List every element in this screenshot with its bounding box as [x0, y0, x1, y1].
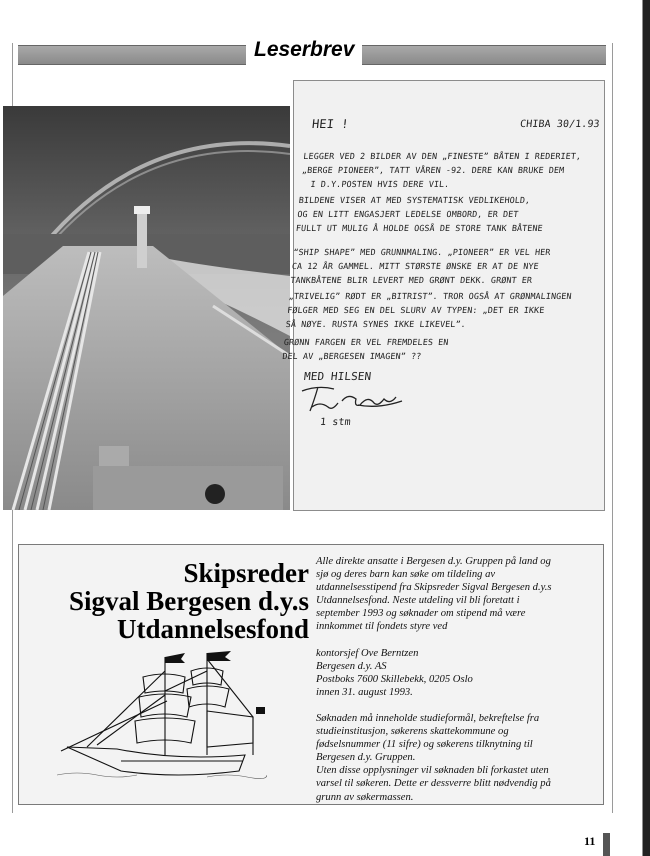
address-line: Postboks 7600 Skillebekk, 0205 Oslo: [316, 673, 473, 685]
fund-body-text: [316, 555, 601, 804]
text-line: Bergesen d.y. Gruppen.: [316, 752, 416, 764]
text-line: studieinstitusjon, søkerens skattekommune og: [316, 726, 509, 738]
text-line: innkommet til fondets styre ved: [316, 621, 448, 633]
letter-line: I D.Y.POSTEN HVIS DERE VIL.: [310, 179, 450, 189]
text-line: grunn av søkermassen.: [316, 791, 414, 803]
letter-line: „TRIVELIG” RØDT ER „BITRIST”. TROR OGSÅ AT GRØNMALINGEN: [288, 291, 573, 301]
letter-line: FULLT UT MULIG Å HOLDE OGSÅ DE STORE TANK BÅTENE: [295, 223, 544, 233]
page-tab-marker: [603, 833, 610, 856]
scholarship-fund-notice: [18, 544, 604, 805]
fund-title: [39, 559, 309, 643]
text-line: sjø og deres barn kan søke om tildeling av: [316, 569, 496, 581]
fund-title-line: Utdannelsesfond: [116, 614, 309, 644]
text-line: Søknaden må inneholde studieformål, bekreftelse fra: [316, 712, 540, 724]
frame-line: [612, 43, 613, 813]
letter-line: BILDENE VISER AT MED SYSTEMATISK VEDLIKEHOLD,: [298, 195, 531, 205]
handwritten-letter: [281, 80, 605, 511]
fund-title-line: Skipsreder: [183, 558, 309, 588]
text-line: fødselsnummer (11 sifre) og søkerens tilknytning til: [316, 739, 533, 751]
letter-line: DEL AV „BERGESEN IMAGEN” ??: [281, 351, 422, 361]
letter-line: CA 12 ÅR GAMMEL. MITT STØRSTE ØNSKE ER AT DE NYE: [291, 261, 540, 271]
signature: [298, 381, 408, 419]
address-line: kontorsjef Ove Berntzen: [316, 647, 419, 659]
letter-line: „BERGE PIONEER”, TATT VÅREN -92. DERE KAN BRUKE DEM: [301, 165, 565, 175]
letter-initials: 1 stm: [319, 417, 352, 428]
fund-title-line: Sigval Bergesen d.y.s: [68, 586, 309, 616]
text-line: Utdannelsesfond. Neste utdeling vil bli foretatt i: [316, 595, 520, 607]
letter-line: GRØNN FARGEN ER VEL FREMDELES EN: [283, 337, 450, 347]
letter-line: OG EN LITT ENGASJERT LEDELSE OMBORD, ER DET: [296, 209, 520, 219]
letter-line: FØLGER MED SEG EN DEL SLURV AV TYPEN: „DET ER IKKE: [286, 305, 545, 315]
text-line: varsel til søkeren. Dette er dessverre blitt nødvendig på: [316, 778, 551, 790]
section-title: Leserbrev: [246, 36, 362, 66]
text-line: Uten disse opplysninger vil søknaden bli forkastet uten: [316, 765, 549, 777]
page-edge: [638, 0, 650, 856]
text-line: Alle direkte ansatte i Bergesen d.y. Gruppen på land og: [316, 556, 551, 567]
text-line: september 1993 og søknader om stipend må være: [316, 608, 526, 620]
sailing-ship-illustration: [57, 651, 267, 779]
text-line: utdannelsesstipend fra Skipsreder Sigval Bergesen d.y.s: [316, 582, 552, 594]
letter-greeting: HEI !: [311, 117, 350, 131]
letter-line: SÅ NØYE. RUSTA SYNES IKKE LIKEVEL”.: [285, 319, 467, 329]
address-line: innen 31. august 1993.: [316, 686, 413, 698]
letter-line: LEGGER VED 2 BILDER AV DEN „FINESTE” BÅTEN I REDERIET,: [302, 151, 582, 161]
letter-line: “SHIP SHAPE” MED GRUNNMALING. „PIONEER” ER VEL HER: [292, 247, 552, 257]
page-number: 11: [584, 834, 596, 848]
letter-line: TANKBÅTENE BLIR LEVERT MED GRØNT DEKK. GRØNT ER: [289, 275, 533, 285]
letter-date: CHIBA 30/1.93: [519, 119, 601, 130]
letter-closing: MED HILSEN: [303, 370, 372, 383]
tanker-deck-photo: [3, 106, 290, 510]
address-line: Bergesen d.y. AS: [316, 660, 387, 672]
